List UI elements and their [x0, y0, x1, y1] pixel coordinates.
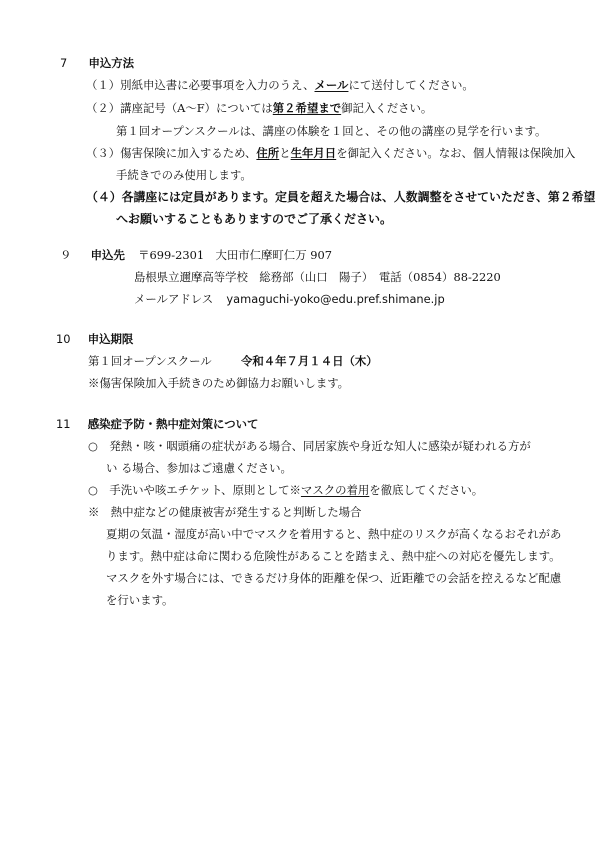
- item-2-text: （２）講座記号（A～F）については: [86, 101, 273, 115]
- deadline-line: [88, 354, 378, 368]
- section-11-heading: [56, 417, 258, 431]
- section-title: 申込期限: [87, 332, 134, 346]
- contact-organization: 島根県立邇摩高等学校 総務部（山口 陽子） 電話（0854）88-2220: [134, 270, 501, 284]
- bullet-1-line-2: い る場合、参加はご遠慮ください。: [106, 461, 292, 475]
- item-3-text-end: を御記入ください。なお、個人情報は保険加入: [336, 146, 576, 160]
- item-1-emphasis: メール: [314, 78, 349, 92]
- section-number: 7: [60, 56, 68, 70]
- bullet-3-line-2: 夏期の気温・湿度が高い中でマスクを着用すると、熱中症のリスクが高くなるおそれがあ: [106, 527, 562, 541]
- section-7-heading: [60, 56, 134, 70]
- bullet-1-line-1: ○ 発熱・咳・咽頭痛の症状がある場合、同居家族や身近な知人に感染が疑われる方が: [88, 439, 531, 453]
- bullet-3-line-4: マスクを外す場合には、できるだけ身体的距離を保つ、近距離での会話を控えるなど配慮: [106, 571, 562, 585]
- item-1-text: （１）別紙申込書に必要事項を入力のうえ、: [86, 78, 315, 92]
- bullet-2-text: ○ 手洗いや咳エチケット、原則として※: [88, 483, 301, 497]
- item-3: [86, 146, 575, 160]
- bullet-3-line-5: を行います。: [106, 593, 174, 607]
- item-3-emphasis-birthdate: 生年月日: [290, 146, 337, 160]
- section-title: 申込方法: [88, 56, 135, 70]
- section-number: ９: [60, 248, 72, 262]
- email-label: メールアドレス: [134, 292, 214, 306]
- section-9-heading: [60, 248, 332, 262]
- item-3-text-mid: と: [279, 146, 291, 160]
- item-2-note: 第１回オープンスクールは、講座の体験を１回と、その他の講座の見学を行います。: [116, 124, 547, 138]
- item-2-text-end: 御記入ください。: [341, 101, 433, 115]
- bullet-2: [88, 483, 483, 497]
- email-address: yamaguchi-yoko@edu.pref.shimane.jp: [226, 292, 445, 306]
- deadline-note: ※傷害保険加入手続きのため御協力お願いします。: [88, 376, 350, 390]
- item-3-emphasis-address: 住所: [256, 146, 280, 160]
- section-number: 10: [56, 332, 71, 346]
- section-number: 11: [56, 417, 71, 431]
- address: 〒699-2301 大田市仁摩町仁万 907: [138, 248, 332, 262]
- bullet-2-underlined: マスクの着用: [300, 483, 370, 497]
- section-10-heading: [56, 332, 133, 346]
- bullet-3-line-3: ります。熱中症は命に関わる危険性があることを踏まえ、熱中症への対応を優先します。: [106, 549, 561, 563]
- item-4-line-2: へお願いすることもありますのでご了承ください。: [116, 212, 393, 226]
- item-4-line-1: （４）各講座には定員があります。定員を超えた場合は、人数調整をさせていただき、第２希望: [86, 190, 596, 204]
- bullet-3-line-1: ※ 熱中症などの健康被害が発生すると判断した場合: [88, 505, 362, 519]
- item-2: [86, 101, 432, 115]
- item-3-continued: 手続きでのみ使用します。: [116, 168, 252, 182]
- deadline-date: 令和４年７月１４日（木）: [240, 354, 378, 368]
- item-2-emphasis: 第２希望まで: [272, 101, 342, 115]
- email-line: [134, 292, 445, 306]
- item-3-text: （３）傷害保険に加入するため、: [86, 146, 257, 160]
- section-title: 申込先: [90, 248, 125, 262]
- bullet-2-text-end: を徹底してください。: [369, 483, 484, 497]
- section-title: 感染症予防・熱中症対策について: [87, 417, 259, 431]
- item-1-text-end: にて送付してください。: [348, 78, 474, 92]
- item-1: [86, 78, 474, 92]
- deadline-event: 第１回オープンスクール: [88, 354, 212, 368]
